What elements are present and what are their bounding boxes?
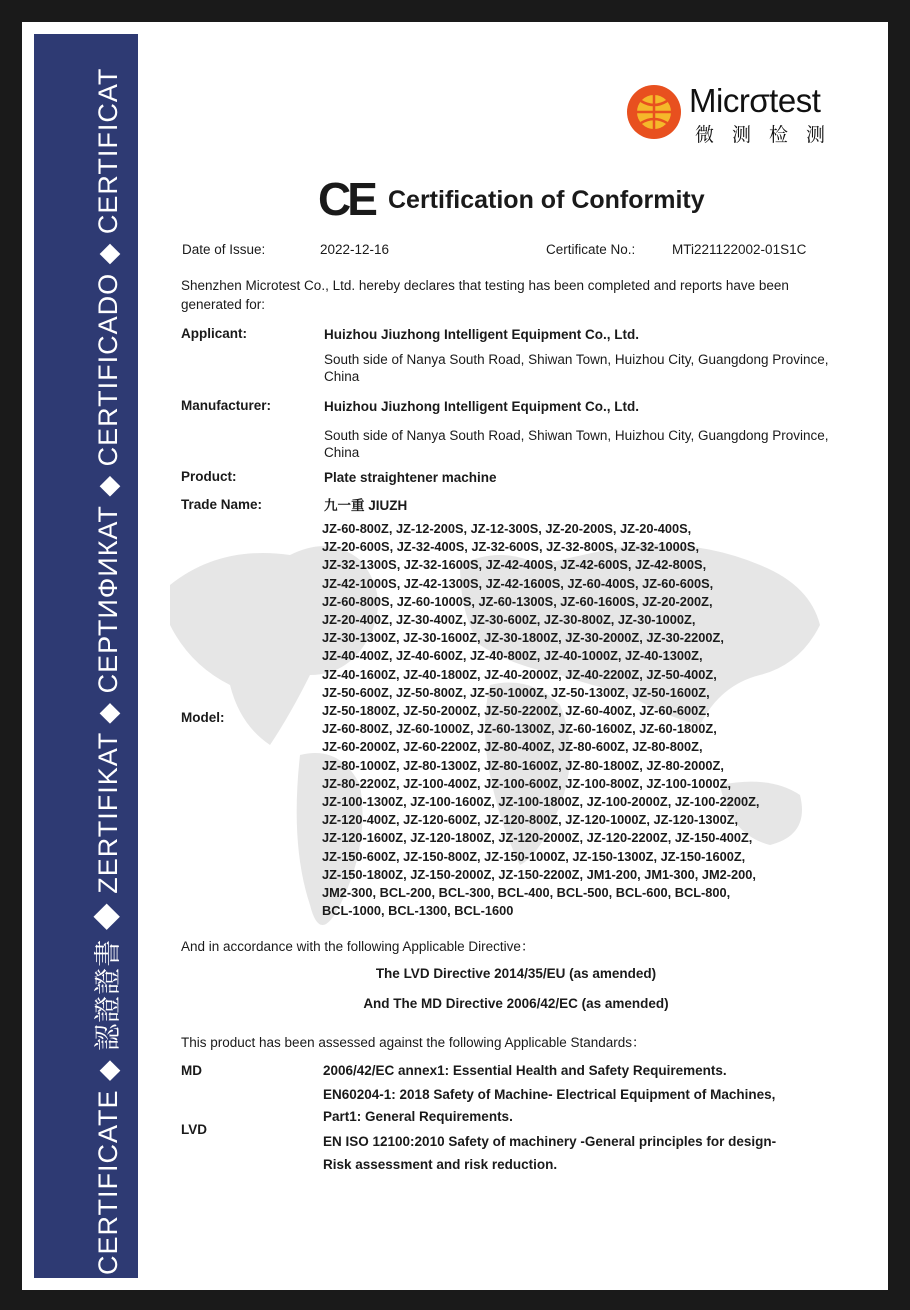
directive-intro: And in accordance with the following Applicable Directive： — [181, 939, 535, 954]
applicant-address: South side of Nanya South Road, Shiwan Town, Huizhou City, Guangdong Province, China — [324, 352, 829, 384]
model-label: Model: — [181, 710, 225, 725]
product-label: Product: — [181, 469, 237, 484]
certificate-number-value: MTi221122002-01S1C — [672, 242, 807, 257]
model-line: JZ-150-1800Z, JZ-150-2000Z, JZ-150-2200Z, JM1-200, JM1-300, JM2-200, — [322, 866, 756, 882]
standard-line: Risk assessment and risk reduction. — [323, 1157, 558, 1172]
md-directive: And The MD Directive 2006/42/EC (as amended) — [363, 996, 669, 1011]
model-line: JZ-40-1600Z, JZ-40-1800Z, JZ-40-2000Z, JZ-40-2200Z, JZ-50-400Z, — [322, 666, 717, 682]
model-list — [322, 520, 862, 920]
standard-line: EN ISO 12100:2010 Safety of machinery -General principles for design- — [323, 1134, 777, 1149]
model-line: JZ-42-1000S, JZ-42-1300S, JZ-42-1600S, JZ-60-400S, JZ-60-600S, — [322, 575, 714, 591]
microtest-logo — [625, 80, 855, 150]
model-line: BCL-1000, BCL-1300, BCL-1600 — [322, 903, 514, 919]
model-line: JZ-80-1000Z, JZ-80-1300Z, JZ-80-1600Z, JZ-80-1800Z, JZ-80-2000Z, — [322, 757, 724, 773]
lvd-directive: The LVD Directive 2014/35/EU (as amended) — [375, 966, 657, 981]
product-value: Plate straightener machine — [324, 470, 497, 485]
model-line: JZ-120-400Z, JZ-120-600Z, JZ-120-800Z, JZ-120-1000Z, JZ-120-1300Z, — [322, 812, 739, 828]
model-line: JZ-60-800Z, JZ-60-1000Z, JZ-60-1300Z, JZ-60-1600Z, JZ-60-1800Z, — [322, 721, 717, 737]
standards-intro: This product has been assessed against the following Applicable Standards： — [181, 1035, 646, 1050]
model-line: JZ-40-400Z, JZ-40-600Z, JZ-40-800Z, JZ-40-1000Z, JZ-40-1300Z, — [322, 648, 703, 664]
model-line: JZ-100-1300Z, JZ-100-1600Z, JZ-100-1800Z, JZ-100-2000Z, JZ-100-2200Z, — [322, 794, 760, 810]
logo-name-en: Micrσtest — [689, 82, 821, 119]
model-line: JZ-150-600Z, JZ-150-800Z, JZ-150-1000Z, JZ-150-1300Z, JZ-150-1600Z, — [322, 848, 746, 864]
md-standard-label: MD — [181, 1063, 202, 1078]
title-row — [318, 172, 838, 225]
manufacturer-label: Manufacturer: — [181, 398, 272, 413]
trade-name-value: 九一重 JIUZH — [324, 498, 408, 513]
date-value: 2022-12-16 — [320, 242, 390, 257]
model-line: JZ-50-1800Z, JZ-50-2000Z, JZ-50-2200Z, JZ-60-400Z, JZ-60-600Z, — [322, 703, 710, 719]
model-line: JZ-20-400Z, JZ-30-400Z, JZ-30-600Z, JZ-30-800Z, JZ-30-1000Z, — [322, 612, 696, 628]
page-title: Certification of Conformity — [388, 186, 705, 214]
standard-line: Part1: General Requirements. — [323, 1109, 513, 1124]
model-line: JZ-60-800Z, JZ-12-200S, JZ-12-300S, JZ-20-200S, JZ-20-400S, — [322, 521, 692, 536]
model-line: JZ-60-800S, JZ-60-1000S, JZ-60-1300S, JZ-60-1600S, JZ-20-200Z, — [322, 593, 713, 609]
applicant-label: Applicant: — [181, 326, 247, 341]
manufacturer-name: Huizhou Jiuzhong Intelligent Equipment Co., Ltd. — [324, 399, 639, 414]
model-line: JZ-120-1600Z, JZ-120-1800Z, JZ-120-2000Z, JZ-120-2200Z, JZ-150-400Z, — [322, 830, 753, 846]
certificate-number-label: Certificate No.: — [546, 242, 636, 257]
model-line: JZ-80-2200Z, JZ-100-400Z, JZ-100-600Z, JZ-100-800Z, JZ-100-1000Z, — [322, 775, 731, 791]
model-line: JZ-50-600Z, JZ-50-800Z, JZ-50-1000Z, JZ-50-1300Z, JZ-50-1600Z, — [322, 684, 710, 700]
model-line: JM2-300, BCL-200, BCL-300, BCL-400, BCL-500, BCL-600, BCL-800, — [322, 885, 731, 901]
model-line: JZ-20-600S, JZ-32-400S, JZ-32-600S, JZ-32-800S, JZ-32-1000S, — [322, 539, 700, 555]
model-line: JZ-30-1300Z, JZ-30-1600Z, JZ-30-1800Z, JZ-30-2000Z, JZ-30-2200Z, — [322, 630, 724, 646]
ce-mark-icon: CE — [318, 173, 374, 225]
lvd-standard-label: LVD — [181, 1122, 207, 1137]
trade-name-label: Trade Name: — [181, 497, 263, 512]
date-label: Date of Issue: — [182, 242, 266, 257]
logo-name-cn: 微测检测 — [695, 125, 844, 146]
intro-text: Shenzhen Microtest Co., Ltd. hereby declares that testing has been completed and reports have been generated for: — [181, 278, 789, 312]
applicant-name: Huizhou Jiuzhong Intelligent Equipment Co., Ltd. — [324, 327, 639, 342]
globe-logo-icon — [625, 83, 683, 141]
manufacturer-address: South side of Nanya South Road, Shiwan Town, Huizhou City, Guangdong Province, China — [324, 428, 829, 460]
standard-line: EN60204-1: 2018 Safety of Machine- Electrical Equipment of Machines, — [323, 1087, 776, 1102]
side-banner-text: CERTIFICATE ◆ 認證證書 ◆ ZERTIFIKAT ◆ СЕРТИФИКАТ ◆ CERTIFICADO ◆ CERTIFICAT — [93, 67, 123, 1275]
model-line: JZ-32-1300S, JZ-32-1600S, JZ-42-400S, JZ-42-600S, JZ-42-800S, — [322, 557, 707, 573]
model-line: JZ-60-2000Z, JZ-60-2200Z, JZ-80-400Z, JZ-80-600Z, JZ-80-800Z, — [322, 739, 703, 755]
standard-line: 2006/42/EC annex1: Essential Health and Safety Requirements. — [323, 1063, 727, 1078]
